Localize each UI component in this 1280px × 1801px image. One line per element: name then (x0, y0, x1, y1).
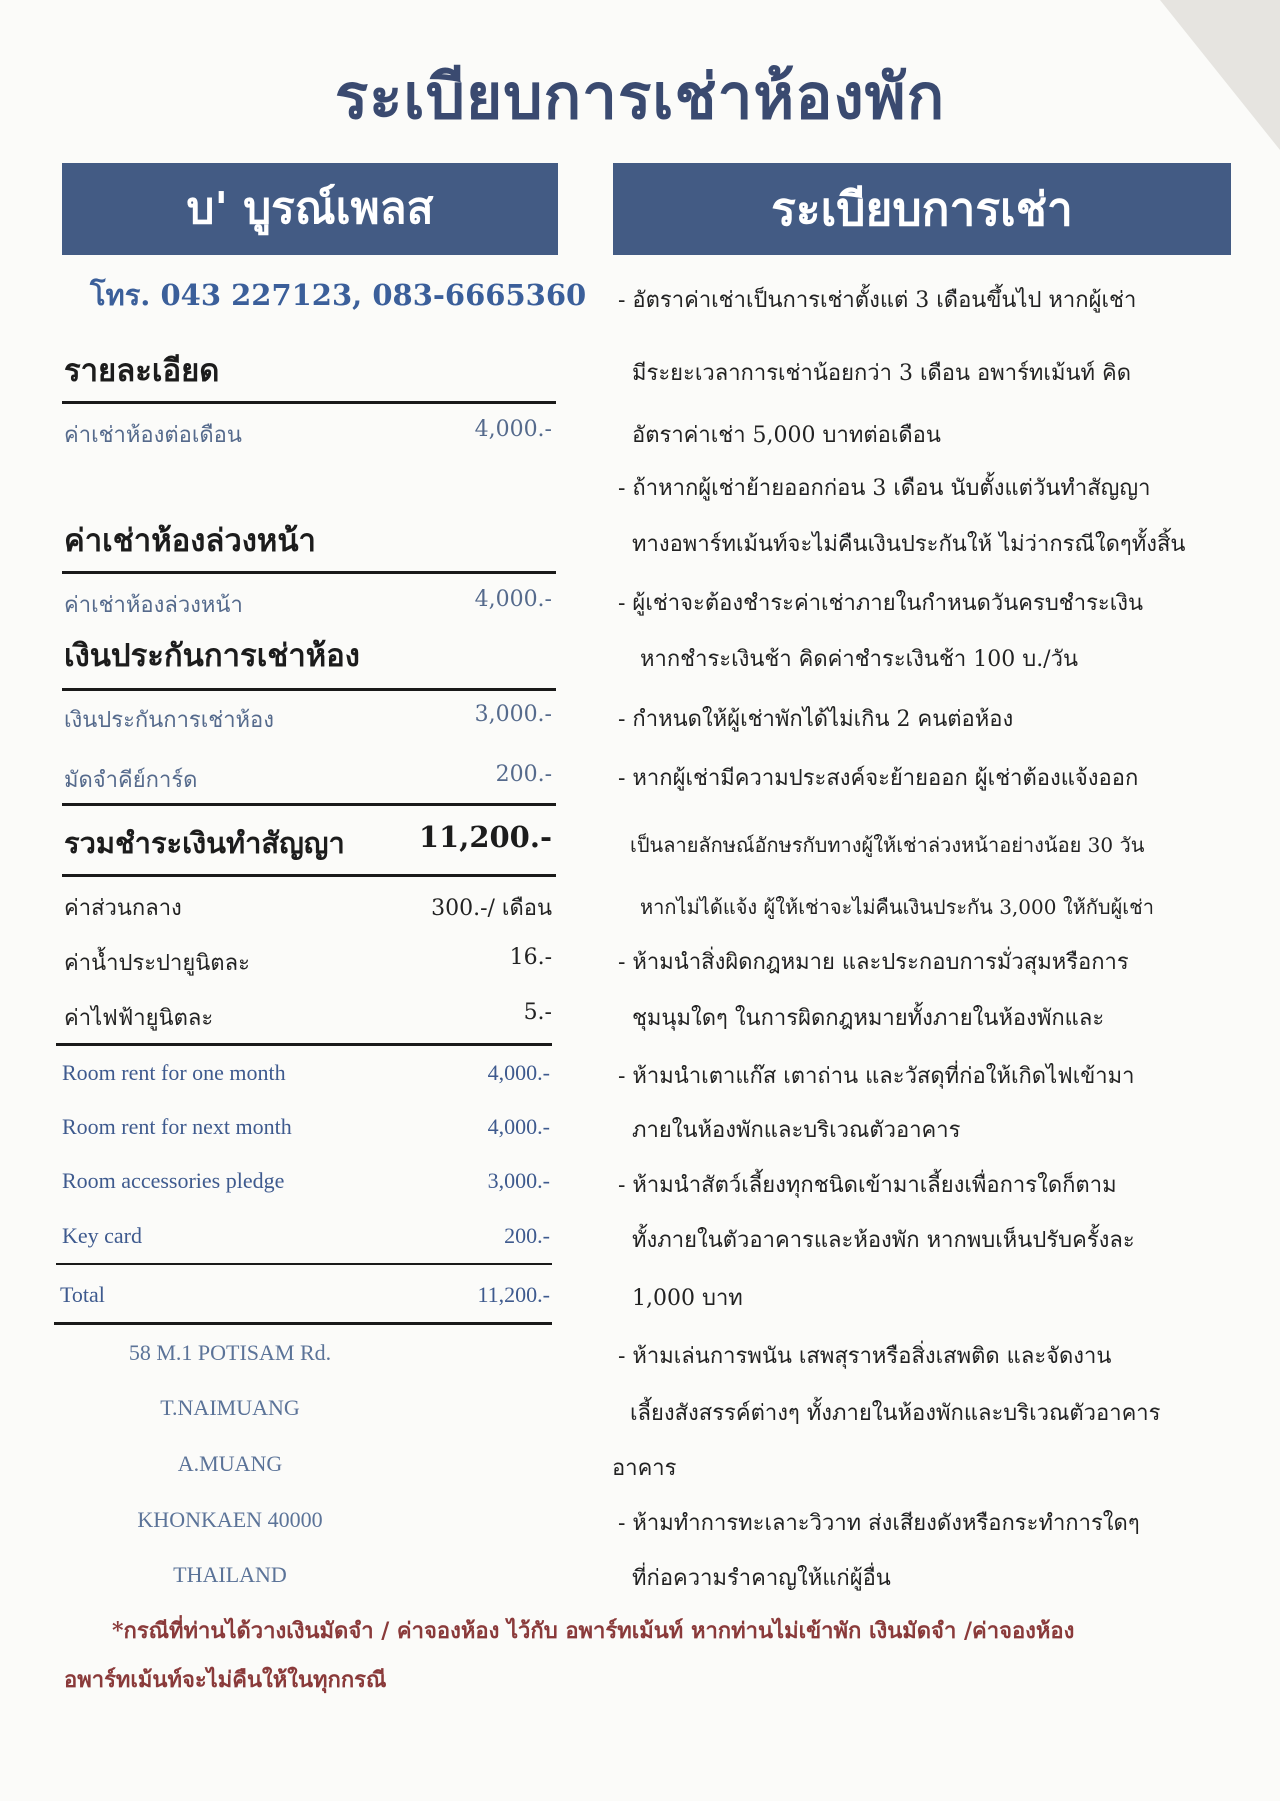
rule-line: - ถ้าหากผู้เช่าย้ายออกก่อน 3 เดือน นับตั้งแต่วันทำสัญญา (618, 476, 1151, 501)
rule-line: ที่ก่อความรำคาญให้แก่ผู้อื่น (632, 1566, 891, 1591)
english-label: Room rent for one month (62, 1060, 286, 1085)
rule-line: ชุมนุมใดๆ ในการผิดกฎหมายทั้งภายในห้องพักและ (632, 1006, 1105, 1031)
rule-line: 1,000 บาท (632, 1286, 743, 1311)
advance-title: ค่าเช่าห้องล่วงหน้า (64, 523, 316, 559)
address-line: 58 M.1 POTISAM Rd. (128, 1340, 332, 1365)
rule-line: ทางอพาร์ทเม้นท์จะไม่คืนเงินประกันให้ ไม่ว่ากรณีใดๆทั้งสิ้น (632, 532, 1186, 557)
english-row (62, 1114, 550, 1144)
rule-line: - หากผู้เช่ามีความประสงค์จะย้ายออก ผู้เช่าต้องแจ้งออก (618, 766, 1139, 791)
rule-line: หากไม่ได้แจ้ง ผู้ให้เช่าจะไม่คืนเงินประกัน 3,000 ให้กับผู้เช่า (640, 895, 1154, 919)
rules-header: ระเบียบการเช่า (613, 163, 1231, 255)
divider (62, 571, 556, 574)
divider (62, 401, 556, 404)
contract-total-label: รวมชำระเงินทำสัญญา (64, 826, 345, 860)
rule-line: ภายในห้องพักและบริเวณตัวอาคาร (632, 1118, 961, 1143)
address-line: A.MUANG (177, 1451, 283, 1476)
advance-rent-row (64, 587, 552, 617)
divider (54, 1322, 552, 1325)
divider (62, 688, 556, 691)
english-label: Room rent for next month (62, 1114, 292, 1139)
utility-row (64, 1000, 552, 1030)
english-row (62, 1223, 550, 1253)
divider (56, 1043, 552, 1046)
rule-line: ทั้งภายในตัวอาคารและห้องพัก หากพบเห็นปรับครั้งละ (632, 1228, 1135, 1253)
utility-row (64, 890, 552, 920)
rule-line: - ห้ามนำสิ่งผิดกฎหมาย และประกอบการมั่วสุมหรือการ (618, 950, 1129, 975)
rule-line: หากชำระเงินช้า คิดค่าชำระเงินช้า 100 บ./วัน (640, 647, 1078, 672)
english-value: 4,000.- (487, 1060, 550, 1085)
english-value: 3,000.- (487, 1168, 550, 1193)
water-rate-value: 16.- (509, 945, 552, 970)
divider (62, 803, 556, 806)
english-label: Key card (62, 1223, 143, 1248)
deposit-note-line-2: อพาร์ทเม้นท์จะไม่คืนให้ในทุกกรณี (64, 1667, 387, 1693)
rule-line: - ห้ามทำการทะเลาะวิวาท ส่งเสียงดังหรือกระทำการใดๆ (618, 1511, 1140, 1536)
keycard-value: 200.- (495, 762, 552, 787)
rule-line: เป็นลายลักษณ์อักษรกับทางผู้ให้เช่าล่วงหน้าอย่างน้อย 30 วัน (630, 833, 1145, 857)
address-line: T.NAIMUANG (160, 1395, 300, 1420)
deposit-title: เงินประกันการเช่าห้อง (64, 638, 360, 674)
page-title: ระเบียบการเช่าห้องพัก (334, 60, 946, 133)
address-line: THAILAND (173, 1562, 287, 1587)
english-total-value: 11,200.- (477, 1282, 550, 1307)
rule-line: - ห้ามนำเตาแก๊ส เตาถ่าน และวัสดุที่ก่อให้เกิดไฟเข้ามา (618, 1064, 1135, 1089)
property-name-header: บ' บูรณ์เพลส (62, 163, 558, 255)
common-fee-value: 300.-/ เดือน (431, 896, 552, 921)
english-total-row (60, 1282, 550, 1312)
deposit-value: 3,000.- (474, 702, 552, 727)
english-row (62, 1060, 550, 1090)
english-row (62, 1168, 550, 1198)
electricity-rate-label: ค่าไฟฟ้ายูนิตละ (64, 1006, 214, 1031)
divider (62, 874, 556, 877)
contract-total-row (64, 820, 552, 866)
deposit-row (64, 702, 552, 732)
english-value: 200.- (504, 1223, 550, 1248)
monthly-rent-value: 4,000.- (474, 417, 552, 442)
monthly-rent-label: ค่าเช่าห้องต่อเดือน (64, 423, 242, 448)
details-title: รายละเอียด (64, 353, 220, 389)
english-label: Room accessories pledge (62, 1168, 285, 1193)
rule-line: อาคาร (612, 1456, 677, 1481)
advance-rent-value: 4,000.- (474, 587, 552, 612)
rule-line: มีระยะเวลาการเช่าน้อยกว่า 3 เดือน อพาร์ทเม้นท์ คิด (632, 361, 1131, 386)
utility-row (64, 945, 552, 975)
keycard-label: มัดจำคีย์การ์ด (64, 768, 198, 793)
deposit-label: เงินประกันการเช่าห้อง (64, 708, 275, 733)
rule-line: - ห้ามนำสัตว์เลี้ยงทุกชนิดเข้ามาเลี้ยงเพื่อการใดก็ตาม (618, 1173, 1117, 1198)
rule-line: เลี้ยงสังสรรค์ต่างๆ ทั้งภายในห้องพักและบริเวณตัวอาคาร (630, 1401, 1161, 1426)
deposit-note-line-1: *กรณีที่ท่านได้วางเงินมัดจำ / ค่าจองห้อง ไว้กับ อพาร์ทเม้นท์ หากท่านไม่เข้าพัก เงินมัดจำ /ค่าจองห้อง (112, 1618, 1075, 1644)
water-rate-label: ค่าน้ำประปายูนิตละ (64, 951, 250, 976)
advance-rent-label: ค่าเช่าห้องล่วงหน้า (64, 593, 243, 618)
rule-line: อัตราค่าเช่า 5,000 บาทต่อเดือน (632, 423, 941, 448)
rule-line: - ห้ามเล่นการพนัน เสพสุราหรือสิ่งเสพติด และจัดงาน (618, 1344, 1112, 1369)
contract-total-value: 11,200.- (418, 820, 552, 854)
english-total-label: Total (60, 1282, 105, 1307)
electricity-rate-value: 5.- (523, 1000, 552, 1025)
divider (56, 1263, 552, 1265)
rule-line: - กำหนดให้ผู้เช่าพักได้ไม่เกิน 2 คนต่อห้อง (618, 707, 1014, 732)
address-line: KHONKAEN 40000 (137, 1507, 323, 1532)
monthly-rent-row (64, 417, 552, 447)
rule-line: - อัตราค่าเช่าเป็นการเช่าตั้งแต่ 3 เดือนขึ้นไป หากผู้เช่า (618, 288, 1137, 313)
keycard-row (64, 762, 552, 792)
english-value: 4,000.- (487, 1114, 550, 1139)
common-fee-label: ค่าส่วนกลาง (64, 896, 182, 921)
phone-numbers: โทร. 043 227123, 083-6665360 (90, 278, 587, 312)
rule-line: - ผู้เช่าจะต้องชำระค่าเช่าภายในกำหนดวันครบชำระเงิน (618, 591, 1144, 616)
